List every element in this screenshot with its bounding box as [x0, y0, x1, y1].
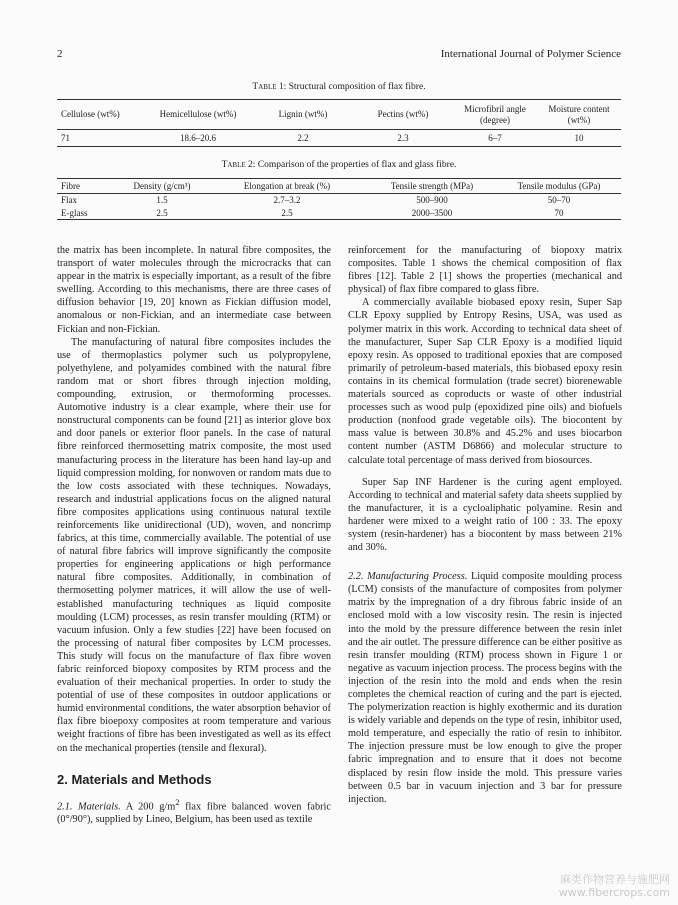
table1-header: Pectins (wt%): [377, 109, 429, 119]
table2-caption-label: Table 2:: [221, 160, 256, 170]
table-row: [57, 130, 621, 147]
paragraph: Super Sap INF Hardener is the curing agent employed. According to technical and material safety data sheets supplied by the manufacturer, it is a cycloaliphatic polyamine. Resin and hardener were mixed to a weight ratio of 100 : 33. The epoxy system (resin-hardener) has a biocontent by mass between 21% and 30%.: [348, 476, 622, 554]
table2-header-row: [57, 179, 621, 194]
table2-cell: 1.5: [156, 195, 168, 206]
table1: [57, 99, 621, 147]
table1-header: Moisture content (wt%): [548, 103, 610, 125]
paragraph-text: A 200 g/m: [125, 801, 176, 813]
table2-cell: 2000–3500: [411, 207, 453, 218]
table1-cell: 10: [574, 133, 584, 143]
table1-cell: 2.2: [297, 133, 309, 143]
paragraph-text: flax fibre balanced woven fabric (0°/90°), supplied by Lineo, Belgium, has been used as textile: [57, 801, 331, 826]
section-heading: 2. Materials and Methods: [57, 771, 212, 787]
page-number: 2: [57, 48, 63, 60]
table1-caption-text: Structural composition of flax fibre.: [288, 82, 426, 92]
table1-header-row: [57, 100, 621, 130]
table1-cell: 6–7: [488, 133, 502, 143]
left-column: [57, 244, 331, 826]
table2-caption-text: Comparison of the properties of flax and glass fibre.: [257, 160, 457, 170]
table2-cell: 2.7–3.2: [273, 195, 301, 206]
paragraph: The manufacturing of natural fibre composites includes the use of thermoplastics polymer such us polypropylene, polyethylene, and polyamides combined with the natural fibre random mat or short fibres through injection molding, compounding, extrusion, or thermoforming processes. Automotive industry is a clear example, where their use for nonstructural components can be found [21] as interior glove box and door panels or exterior floor panels. In the case of natural fibre reinforced thermosetting matrix composite, the most used manufacturing process in the literature has been hand lay-up and liquid compression molding, for nonwoven or random mats due to the low costs associated with these techniques. Nowadays, research and industrial applications focus on the aligned natural fibre composites applications using continuous natural textile reinforcements like unidirectional (UD), woven, and noncrimp fabrics, at this time, commercially available. The potential of use of natural fibre fabrics will improve significantly the composite properties for engineering applications or high performance natural fibre composites. Additionally, in combination of thermosetting polymer matrices, it will allow the use of well-established manufacturing techniques as liquid composite moulding (LCM) processes, as resin transfer moulding (RTM) or vacuum infusion. Only a few studies [22] have been focused on the processing of natural fiber composites by LCM processes. This study will focus on the manufacture of flax fibre woven fabric reinforced biopoxy composites by RTM process and the evaluation of their mechanical properties. In order to study the potential of use of these composites in outdoor applications or humid environmental conditions, the water absorption behavior of flax fibre bioepoxy composites at room temperature and various weight fractions of fibre has been investigated as well as its effect on the mechanical properties (tensile and flexural).: [57, 336, 331, 754]
paragraph: the matrix has been incomplete. In natural fibre composites, the transport of water molecules through the microcracks that can appear in the matrix is especially important, as a result of the fibre swelling. According to this mechanisms, there are three cases of diffusion behavior [19, 20] known as Fickian diffusion model, anomalous or non-Fickian, and an intermediate case between Fickian and non-Fickian.: [57, 245, 331, 335]
watermark: [559, 873, 670, 899]
paragraph: [57, 796, 331, 827]
table-row: [57, 194, 621, 207]
paragraph-text: Liquid composite moulding process (LCM) consists of the manufacture of composites from polymer matrix by the impregnation of a dry fibrous fabric inside of an enclosed mold with a low viscosity resin. The resin is injected into the mold by the pressure difference between the resin inlet and the air outlet. The pressure difference can be either positive as resin transfer moulding (RTM) process shown in Figure 1 or negative as vacuum injection process. The process begins with the injection of the resin into the mold and ends when the resin completes the chemical reaction of curing and the part is ejected. The polymerization reaction is highly exothermic and its duration is widely variable and depends on the type of resin, inhibitor used, mold temperature, and especially the ratio of resin to inhibitor. The injection pressure must be low enough to give the proper fabric impregnation and to ensure that it does not become displaced by resin flow inside the mold. This pressure varies between 0.5 bar in vacuum injection and 3 bar for pressure injection.: [348, 571, 622, 805]
table1-cell: 2.3: [397, 133, 409, 143]
table2-cell: 70: [554, 207, 564, 218]
table2-header: Elongation at break (%): [243, 181, 331, 191]
right-column: [348, 244, 622, 806]
watermark-line: 麻类作物营养与施肥网: [560, 873, 670, 886]
table2-cell: E-glass: [61, 207, 88, 218]
table2-header: Fibre: [61, 181, 80, 191]
watermark-line: www.fibercrops.com: [558, 886, 670, 899]
table2: [57, 178, 621, 220]
table1-header: Cellulose (wt%): [61, 109, 120, 119]
table1-header: Lignin (wt%): [278, 109, 328, 119]
table2-header: Tensile strength (MPa): [390, 181, 474, 191]
table1-caption: [0, 82, 678, 92]
table1-header: Microfibril angle (degree): [464, 103, 526, 125]
table2-cell: 2.5: [156, 207, 168, 218]
table2-cell: 50–70: [547, 195, 571, 206]
table1-cell: 18.6–20.6: [180, 133, 216, 143]
paragraph: reinforcement for the manufacturing of biopoxy matrix composites. Table 1 shows the chemical composition of flax fibres [12]. Table 2 [1] shows the properties (mechanical and physical) of flax fibre compared to glass fibre.: [348, 245, 622, 296]
table2-header: Tensile modulus (GPa): [517, 181, 601, 191]
table2-caption: [0, 160, 678, 170]
table-row: [57, 207, 621, 220]
table2-cell: Flax: [61, 195, 78, 206]
superscript: 2: [175, 796, 180, 807]
subsection-title: 2.1. Materials.: [57, 801, 121, 813]
table1-caption-label: Table 1:: [252, 82, 287, 92]
table2-cell: 2.5: [281, 207, 293, 218]
table1-header: Hemicellulose (wt%): [159, 109, 237, 119]
paragraph: A commercially available biobased epoxy resin, Super Sap CLR Epoxy supplied by Entropy Resins, USA, was used as polymer matrix in this work. According to technical data sheet of the manufacturer, Super Sap CLR Epoxy is a modified liquid epoxy resin. As opposed to traditional epoxies that are composed primarily of petroleum-based materials, this biobased epoxy resin contains in its chemical formulation (trade secret) biorenewable materials sourced as coproducts or waste of other industrial processes such as wood pulp (epoxidized pine oils) and biofuels production (nonfood grade vegetable oils). The biocontent by mass value is between 30.8% and 45.2% and uses biocarbon content number (ASTM D6866) and molecular structure to calculate total percentage of mass derived from biosources.: [348, 297, 622, 466]
journal-title: International Journal of Polymer Science: [440, 48, 621, 60]
paragraph: [348, 570, 622, 806]
subsection-title: 2.2. Manufacturing Process.: [348, 571, 468, 583]
table1-cell: 71: [61, 133, 70, 143]
table2-cell: 500–900: [416, 195, 448, 206]
table2-header: Density (g/cm³): [133, 181, 191, 191]
